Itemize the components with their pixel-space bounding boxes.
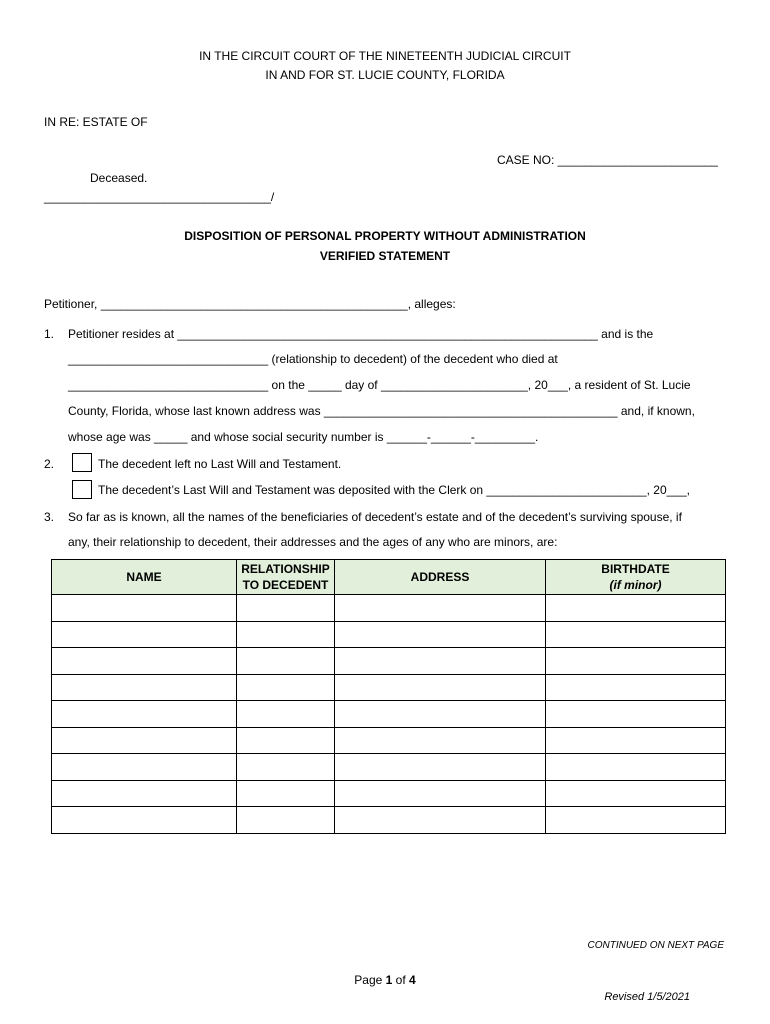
name-cell[interactable] bbox=[52, 648, 237, 675]
relationship-header-line2: TO DECEDENT bbox=[242, 578, 329, 592]
item1-death-date-line[interactable]: ______________________________ on the _____ day of ______________________, 20___, a resident of St. Lucie bbox=[68, 378, 691, 392]
table-row bbox=[52, 648, 726, 675]
item1-address-line[interactable]: County, Florida, whose last known address was ____________________________________________ and, if known, bbox=[68, 404, 695, 418]
name-cell[interactable] bbox=[52, 701, 237, 728]
address-cell[interactable] bbox=[335, 807, 546, 834]
relationship-cell[interactable] bbox=[237, 780, 335, 807]
birthdate-cell[interactable] bbox=[546, 727, 726, 754]
beneficiaries-table bbox=[51, 559, 726, 834]
item2-number: 2. bbox=[44, 457, 55, 471]
relationship-cell[interactable] bbox=[237, 595, 335, 622]
item3-number: 3. bbox=[44, 510, 55, 524]
revision-date: Revised 1/5/2021 bbox=[604, 991, 690, 1003]
birthdate-cell[interactable] bbox=[546, 674, 726, 701]
item1-relationship-line[interactable]: ______________________________ (relationship to decedent) of the decedent who died at bbox=[68, 352, 558, 366]
court-header-line1: IN THE CIRCUIT COURT OF THE NINETEENTH JUDICIAL CIRCUIT bbox=[199, 49, 571, 63]
name-cell[interactable] bbox=[52, 754, 237, 781]
page-mid: of bbox=[392, 973, 410, 987]
case-number-field[interactable]: CASE NO: ________________________ bbox=[497, 153, 718, 167]
birthdate-cell[interactable] bbox=[546, 648, 726, 675]
item1-number: 1. bbox=[44, 327, 55, 341]
will-deposited-checkbox[interactable] bbox=[72, 480, 92, 499]
relationship-cell[interactable] bbox=[237, 674, 335, 701]
address-cell[interactable] bbox=[335, 727, 546, 754]
birthdate-header-line2: (if minor) bbox=[609, 578, 662, 592]
no-will-label: The decedent left no Last Will and Testament. bbox=[98, 457, 342, 471]
document-title-line2: VERIFIED STATEMENT bbox=[319, 249, 451, 263]
birthdate-cell[interactable] bbox=[546, 621, 726, 648]
table-row bbox=[52, 674, 726, 701]
table-row bbox=[52, 780, 726, 807]
birthdate-cell[interactable] bbox=[546, 807, 726, 834]
relationship-column-header bbox=[237, 560, 335, 595]
address-column-header bbox=[335, 560, 546, 595]
table-row bbox=[52, 621, 726, 648]
address-cell[interactable] bbox=[335, 674, 546, 701]
address-cell[interactable] bbox=[335, 701, 546, 728]
page-total: 4 bbox=[409, 973, 416, 987]
item1-age-ssn-line[interactable]: whose age was _____ and whose social security number is ______-______-_________. bbox=[68, 430, 539, 444]
birthdate-cell[interactable] bbox=[546, 754, 726, 781]
table-row bbox=[52, 807, 726, 834]
relationship-cell[interactable] bbox=[237, 648, 335, 675]
petitioner-line[interactable]: Petitioner, ______________________________________________, alleges: bbox=[44, 297, 456, 311]
caption-signature-line: __________________________________/ bbox=[44, 190, 275, 204]
relationship-header-line1: RELATIONSHIP bbox=[241, 562, 330, 576]
continued-notice: CONTINUED ON NEXT PAGE bbox=[587, 940, 724, 951]
name-cell[interactable] bbox=[52, 674, 237, 701]
document-title-line1: DISPOSITION OF PERSONAL PROPERTY WITHOUT ADMINISTRATION bbox=[184, 229, 586, 243]
relationship-cell[interactable] bbox=[237, 701, 335, 728]
relationship-cell[interactable] bbox=[237, 807, 335, 834]
name-cell[interactable] bbox=[52, 727, 237, 754]
relationship-cell[interactable] bbox=[237, 754, 335, 781]
will-deposited-label[interactable]: The decedent’s Last Will and Testament was deposited with the Clerk on ________________________, 20___, bbox=[98, 483, 690, 497]
item3-text-line1: So far as is known, all the names of the beneficiaries of decedent’s estate and of the decedent’s surviving spouse, if bbox=[68, 510, 682, 524]
address-cell[interactable] bbox=[335, 595, 546, 622]
relationship-cell[interactable] bbox=[237, 621, 335, 648]
address-cell[interactable] bbox=[335, 621, 546, 648]
page-current: 1 bbox=[385, 973, 393, 987]
page-indicator bbox=[0, 973, 770, 987]
table-header-row bbox=[52, 560, 726, 595]
deceased-label: Deceased. bbox=[90, 171, 148, 185]
court-header-line2: IN AND FOR ST. LUCIE COUNTY, FLORIDA bbox=[265, 68, 505, 82]
address-cell[interactable] bbox=[335, 780, 546, 807]
name-cell[interactable] bbox=[52, 595, 237, 622]
name-cell[interactable] bbox=[52, 807, 237, 834]
birthdate-cell[interactable] bbox=[546, 595, 726, 622]
birthdate-column-header bbox=[546, 560, 726, 595]
name-cell[interactable] bbox=[52, 621, 237, 648]
table-row bbox=[52, 701, 726, 728]
address-cell[interactable] bbox=[335, 754, 546, 781]
no-will-checkbox[interactable] bbox=[72, 453, 92, 472]
birthdate-cell[interactable] bbox=[546, 701, 726, 728]
item3-text-line2: any, their relationship to decedent, their addresses and the ages of any who are minors, are: bbox=[68, 535, 558, 549]
birthdate-cell[interactable] bbox=[546, 780, 726, 807]
address-header-label: ADDRESS bbox=[410, 570, 470, 584]
name-column-header bbox=[52, 560, 237, 595]
name-cell[interactable] bbox=[52, 780, 237, 807]
table-row bbox=[52, 727, 726, 754]
table-row bbox=[52, 595, 726, 622]
address-cell[interactable] bbox=[335, 648, 546, 675]
page-prefix: Page bbox=[354, 973, 386, 987]
in-re-label: IN RE: ESTATE OF bbox=[44, 115, 148, 129]
birthdate-header-line1: BIRTHDATE bbox=[601, 562, 670, 576]
name-header-label: NAME bbox=[126, 570, 162, 584]
item1-residence-line[interactable]: Petitioner resides at _______________________________________________________________ and is the bbox=[68, 327, 654, 341]
relationship-cell[interactable] bbox=[237, 727, 335, 754]
table-row bbox=[52, 754, 726, 781]
